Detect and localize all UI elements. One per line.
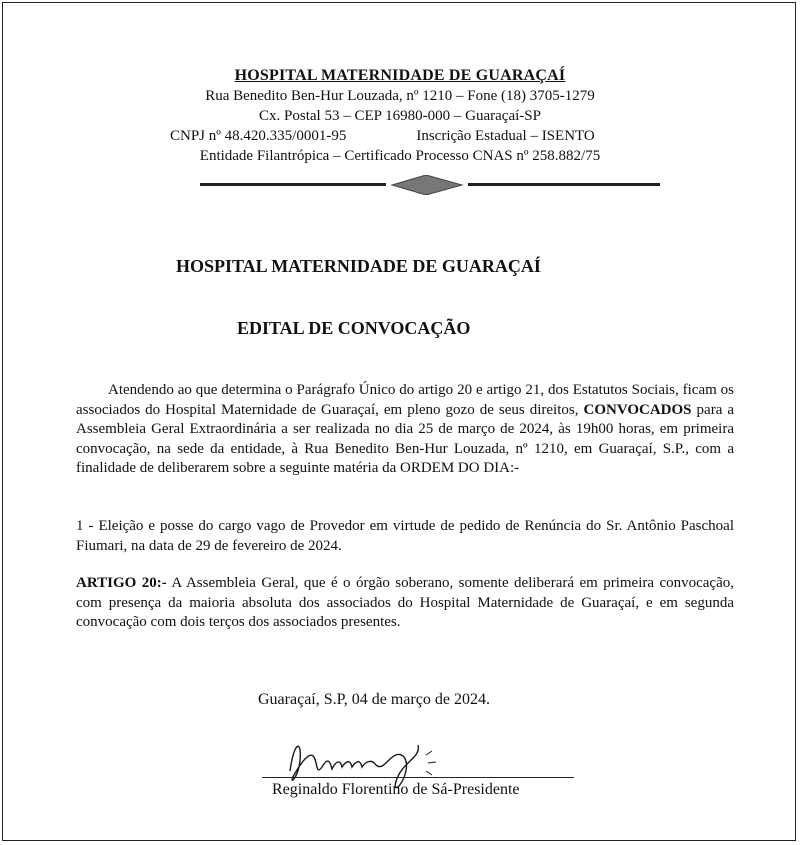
place-date: Guaraçaí, S.P, 04 de março de 2024. — [258, 691, 490, 708]
letterhead-postal: Cx. Postal 53 – CEP 16980-000 – Guaraçaí-SP — [259, 108, 541, 124]
letterhead-divider — [200, 175, 660, 195]
letterhead — [0, 66, 800, 166]
article-label: ARTIGO 20:- — [76, 575, 167, 591]
letterhead-philanthropic: Entidade Filantrópica – Certificado Processo CNAS nº 258.882/75 — [199, 148, 601, 164]
article-paragraph — [76, 574, 734, 633]
convocation-paragraph — [76, 381, 734, 479]
paragraph1-end: para a Assembleia Geral Extraordinária a ser realizada no dia 25 de março de 2024, às 19h00 horas, em primeira convocação, na sede da entidade, à Rua Benedito Ben-Hur Louzada, nº 1210, em Guaraçaí, S.P., com a finalidade de deliberarem sobre a seguinte matéria da ORDEM DO DIA:- — [76, 401, 735, 476]
paragraph1-start: Atendendo ao que determina o Parágrafo Único do artigo 20 e artigo 21, dos Estatutos Sociais, ficam os associados do Hospital Maternidade de Guaraçaí, em pleno gozo de seus direitos, — [76, 382, 734, 418]
letterhead-title: HOSPITAL MATERNIDADE DE GUARAÇAÍ — [234, 67, 566, 84]
document-title: EDITAL DE CONVOCAÇÃO — [237, 318, 471, 338]
signature-line — [262, 777, 574, 778]
letterhead-address: Rua Benedito Ben-Hur Louzada, nº 1210 – Fone (18) 3705-1279 — [205, 88, 595, 104]
agenda-item: 1 - Eleição e posse do cargo vago de Provedor em virtude de pedido de Renúncia do Sr. Antônio Paschoal Fiumari, na data de 29 de fevereiro de 2024. — [76, 518, 734, 554]
letterhead-cnpj: CNPJ nº 48.420.335/0001-95 — [170, 128, 347, 144]
signature-block — [262, 725, 592, 815]
letterhead-cnpj-row — [170, 126, 630, 146]
paragraph1-bold: CONVOCADOS — [583, 401, 692, 418]
letterhead-state-registration: Inscrição Estadual – ISENTO — [416, 128, 595, 144]
article-text: A Assembleia Geral, que é o órgão soberano, somente deliberará em primeira convocação, com presença da maioria absoluta dos associados do Hospital Maternidade de Guaraçaí, e em segunda convocação com dois terços dos associados presentes. — [76, 575, 734, 630]
entity-heading: HOSPITAL MATERNIDADE DE GUARAÇAÍ — [176, 256, 541, 276]
signatory-name: Reginaldo Florentino de Sá-Presidente — [272, 781, 520, 798]
